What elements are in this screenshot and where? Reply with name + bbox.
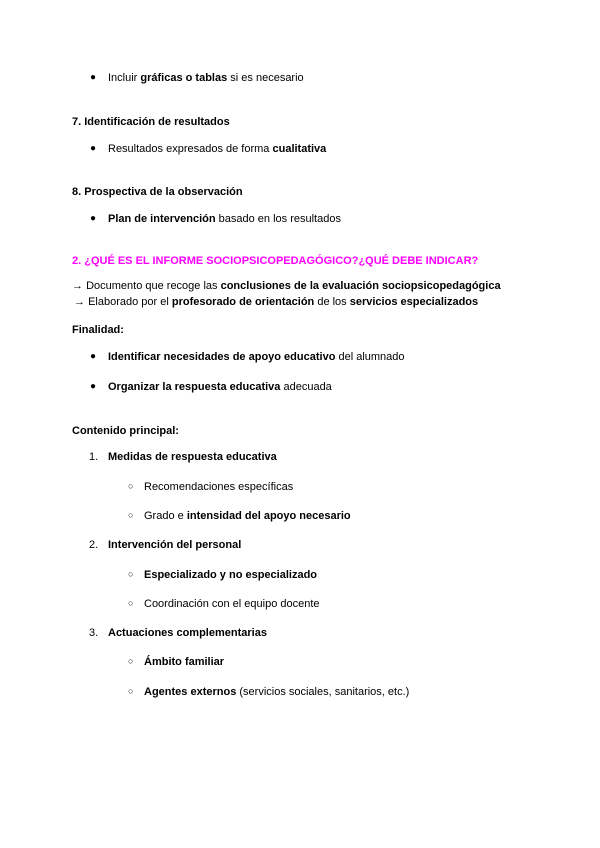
item-bold: intensidad del apoyo necesario <box>186 510 351 522</box>
item-text: Resultados expresados de forma <box>108 143 273 155</box>
sub-item <box>144 686 409 698</box>
item-bold: Identificar necesidades de apoyo educativo <box>108 351 336 363</box>
arrow-icon: → <box>74 296 85 308</box>
circle-bullet-icon: ○ <box>128 686 134 696</box>
line-bold: servicios especializados <box>349 296 479 308</box>
bullet-icon: ● <box>90 143 97 154</box>
finalidad-label: Finalidad: <box>72 324 124 336</box>
item-text: del alumnado <box>335 351 405 363</box>
list-item <box>108 351 405 363</box>
item-bold: cualitativa <box>272 143 327 155</box>
item-text: Grado e <box>144 510 187 522</box>
circle-bullet-icon: ○ <box>128 598 134 608</box>
list-number: 2. <box>89 539 99 551</box>
circle-bullet-icon: ○ <box>128 656 134 666</box>
list-item <box>108 213 341 225</box>
arrow-line <box>72 280 501 292</box>
list-number: 3. <box>89 627 99 639</box>
list-item-title: Medidas de respuesta educativa <box>108 451 277 463</box>
bullet-icon: ● <box>90 351 97 362</box>
sub-item <box>144 510 351 522</box>
item-text: (servicios sociales, sanitarios, etc.) <box>236 686 410 698</box>
item-text: si es necesario <box>227 72 304 84</box>
circle-bullet-icon: ○ <box>128 481 134 491</box>
arrow-icon: → <box>72 280 83 292</box>
bullet-icon: ● <box>90 381 97 392</box>
item-bold: gráficas o tablas <box>140 72 228 84</box>
circle-bullet-icon: ○ <box>128 569 134 579</box>
bullet-icon: ● <box>90 72 97 83</box>
list-item <box>108 143 326 155</box>
sub-item <box>144 481 293 493</box>
sub-item <box>144 656 224 668</box>
line-text: Elaborado por el <box>88 296 172 308</box>
list-item-title: Actuaciones complementarias <box>108 627 267 639</box>
item-bold: Organizar la respuesta educativa <box>108 381 281 393</box>
line-text: Documento que recoge las <box>86 280 221 292</box>
section-heading: 7. Identificación de resultados <box>72 116 230 128</box>
item-text: Coordinación con el equipo docente <box>144 598 320 610</box>
item-text: adecuada <box>280 381 332 393</box>
bullet-icon: ● <box>90 213 97 224</box>
sub-item <box>144 569 317 581</box>
line-bold: profesorado de orientación <box>171 296 315 308</box>
line-bold: conclusiones de la evaluación sociopsicopedagógica <box>220 280 501 292</box>
item-bold: Plan de intervención <box>108 213 216 225</box>
list-item-title: Intervención del personal <box>108 539 242 551</box>
arrow-line <box>74 296 478 308</box>
question-heading: 2. ¿QUÉ ES EL INFORME SOCIOPSICOPEDAGÓGICO?¿QUÉ DEBE INDICAR? <box>72 255 479 267</box>
list-item <box>108 72 304 84</box>
contenido-label: Contenido principal: <box>72 425 179 437</box>
item-text: Incluir <box>108 72 141 84</box>
item-bold: Especializado y no especializado <box>144 569 318 581</box>
item-text: Recomendaciones específicas <box>144 481 294 493</box>
line-text: de los <box>314 296 350 308</box>
list-number: 1. <box>89 451 99 463</box>
item-bold: Ámbito familiar <box>144 656 225 668</box>
section-heading: 8. Prospectiva de la observación <box>72 186 243 198</box>
sub-item <box>144 598 320 610</box>
item-bold: Agentes externos <box>144 686 237 698</box>
item-text: basado en los resultados <box>215 213 341 225</box>
list-item <box>108 381 332 393</box>
circle-bullet-icon: ○ <box>128 510 134 520</box>
